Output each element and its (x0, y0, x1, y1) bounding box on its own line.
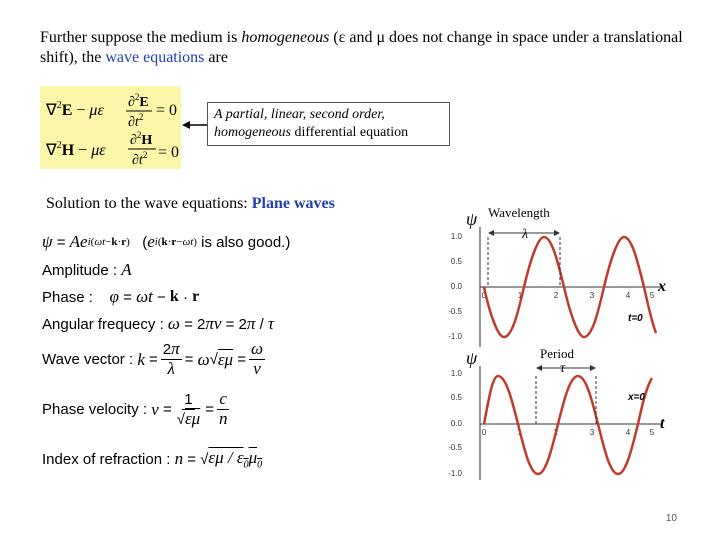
wave-vs-time-graph (432, 344, 680, 484)
amplitude-row: Amplitude : A (42, 260, 132, 279)
period-label: Period (540, 346, 574, 361)
wave-vs-position-plot (432, 205, 680, 353)
wave-curve (481, 376, 652, 474)
svg-text:τ: τ (560, 361, 566, 376)
svg-text:ψ: ψ (466, 348, 478, 368)
homogeneous-term: homogeneous (241, 29, 330, 46)
svg-text:∂2E: ∂$^2$E (128, 92, 149, 110)
y-tick: 0.5 (450, 393, 462, 402)
svg-text:= 0: = 0 (156, 102, 178, 119)
svg-text:∂t2: $\partial t^2$ (128, 112, 144, 130)
x-tick: 1 (517, 291, 523, 300)
svg-text:ψ: ψ (466, 209, 478, 229)
y-tick: -0.5 (448, 443, 462, 452)
phase-row: Phase : φ = ωt − k · r (42, 287, 200, 306)
t-axis-label: t (660, 415, 665, 432)
y-tick: 0.0 (450, 419, 462, 428)
svg-text:= 0: = 0 (158, 144, 180, 161)
wave-vs-time-plot (432, 344, 680, 484)
x-tick: 5 (649, 428, 655, 437)
plane-wave-formula: ψ = Ae i(ωt−k·r) ( e i(k·r−ωt) is also good. ) (42, 232, 291, 251)
svg-text:∇2E − με: ∇$^2$E − με (46, 100, 104, 119)
wave-equations-box (40, 86, 181, 169)
x-tick: 4 (625, 291, 631, 300)
svg-text:∇2H − με: ∇$^2$H − με (46, 140, 106, 159)
x-tick: 2 (553, 291, 559, 300)
y-tick: 1.0 (450, 232, 462, 241)
equation-description-note: A partial, linear, second order, homogeneous differential equation (207, 102, 450, 146)
y-tick: -0.5 (448, 307, 462, 316)
y-tick: -1.0 (448, 332, 462, 341)
index-refraction-row: Index of refraction : n = √ εμ / $\varepsilon_0\mu_0$ (42, 448, 263, 471)
wave-equations-term: wave equations (105, 49, 205, 66)
phase-velocity-row: Phase velocity : v = $\frac{1}{√\varepsilon\mu}$ = $\frac{c}{n}$ (42, 389, 228, 428)
x-tick: 3 (589, 428, 595, 437)
svg-text:λ: λ (522, 227, 529, 242)
x-axis-label: x (658, 278, 666, 295)
intro-paragraph: Further suppose the medium is homogeneous (ε and μ does not change in space under a translational shift), the wave equations are (40, 29, 683, 66)
wavelength-label: Wavelength (488, 205, 550, 220)
x-tick: 2 (553, 428, 559, 437)
x-tick: 5 (649, 291, 655, 300)
wave-equations-formula (40, 86, 181, 169)
svg-text:∂2H: ∂$^2$H (130, 130, 153, 148)
solution-heading: Solution to the wave equations: Plane waves (46, 195, 335, 212)
x-tick: 0 (481, 291, 487, 300)
x-tick: 1 (517, 428, 523, 437)
page-number: 10 (665, 513, 677, 524)
x-tick: 0 (481, 428, 487, 437)
y-tick: 0.5 (450, 257, 462, 266)
position-condition: x=0 (628, 392, 645, 403)
wave-vs-position-graph (432, 205, 680, 353)
time-condition: t=0 (628, 313, 643, 324)
x-tick: 3 (589, 291, 595, 300)
angular-frequency-row: Angular frequecy : ω = 2 πν = 2 π / τ (42, 314, 275, 333)
x-tick: 4 (625, 428, 631, 437)
wave-vector-row: Wave vector : k = $\frac{2\pi}{\lambda}$ = ω √ εμ = $\frac{\omega}{v}$ (42, 339, 264, 378)
y-tick: -1.0 (448, 469, 462, 478)
y-tick: 1.0 (450, 369, 462, 378)
y-tick: 0.0 (450, 282, 462, 291)
svg-text:∂t2: $\partial t^2$ (132, 150, 148, 168)
plane-waves-term: Plane waves (251, 195, 335, 212)
